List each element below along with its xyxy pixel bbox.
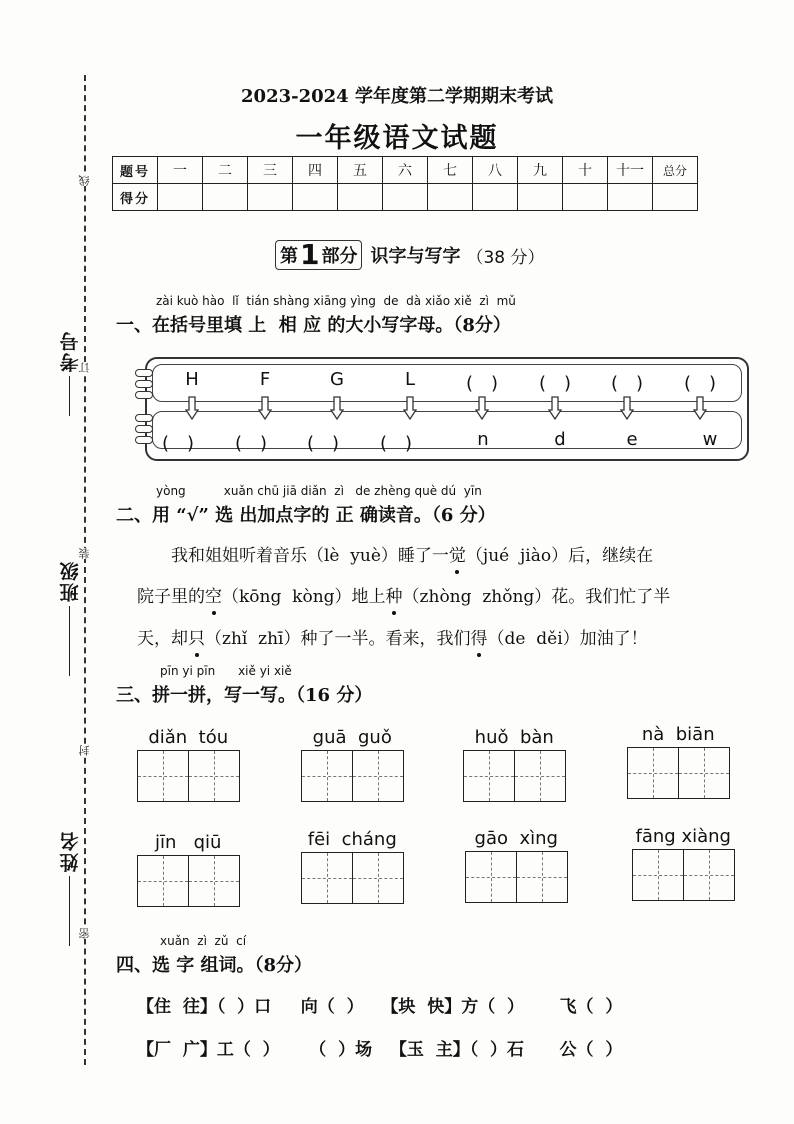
writing-grid <box>632 849 735 901</box>
cut-mark-ding: 订 <box>78 362 91 373</box>
spiral-ring <box>135 380 153 388</box>
writing-cell[interactable] <box>516 851 568 903</box>
exam-subtitle: 2023-2024 学年度第二学期期末考试 <box>241 86 553 107</box>
q4-row-1[interactable]: 【住 往】（ ）口 向（ ） 【块 快】方（ ） 飞（ ） <box>137 997 623 1017</box>
writing-grid <box>137 855 240 907</box>
cut-mark-xian: 线 <box>78 175 91 186</box>
score-input-cell[interactable] <box>428 184 473 211</box>
grid-pinyin: fēi cháng <box>307 829 397 850</box>
uppercase-blank[interactable]: ( ) <box>610 373 644 394</box>
writing-grid-group <box>137 727 240 802</box>
writing-cell[interactable] <box>188 750 240 802</box>
passage-text: 院子里的 <box>137 587 205 607</box>
score-header-cell: 四 <box>293 157 338 184</box>
writing-cell[interactable] <box>352 852 404 904</box>
q4-row-2[interactable]: 【厂 广】工（ ） （ ）场 【玉 主】（ ）石 公（ ） <box>137 1040 623 1060</box>
writing-cell[interactable] <box>137 750 189 802</box>
grid-pinyin: fāng xiàng <box>635 826 731 847</box>
passage-text: 我和姐姐听着音乐（lè yuè）睡了一 <box>137 546 449 566</box>
spiral-ring <box>135 369 153 377</box>
q4-pinyin: xuǎn zì zǔ cí <box>160 934 247 948</box>
spiral-ring <box>135 414 153 422</box>
spiral-ring <box>135 436 153 444</box>
q2-passage-line-3 <box>137 624 648 649</box>
writing-cell[interactable] <box>678 747 730 799</box>
q2-title: 二、用 “√” 选 出加点字的 正 确读音。（6 分） <box>116 505 496 526</box>
writing-grid <box>137 750 240 802</box>
score-input-cell[interactable] <box>203 184 248 211</box>
grid-pinyin: jīn qiū <box>155 832 222 853</box>
lowercase-blank[interactable]: ( ) <box>379 433 413 454</box>
score-header-cell: 七 <box>428 157 473 184</box>
q2-passage-line-2 <box>137 582 670 607</box>
writing-cell[interactable] <box>301 852 353 904</box>
lowercase-letter: e <box>626 429 638 450</box>
down-arrow-icon <box>693 396 707 420</box>
writing-grid-group <box>632 826 735 901</box>
lowercase-blank[interactable]: ( ) <box>234 433 268 454</box>
part-score: （38 分） <box>466 247 545 268</box>
writing-grid-group <box>137 832 240 907</box>
writing-grid <box>301 750 404 802</box>
cut-mark-zhuang: 装 <box>78 548 91 559</box>
down-arrow-icon <box>185 396 199 420</box>
lowercase-letter: d <box>554 429 566 450</box>
down-arrow-icon <box>548 396 562 420</box>
down-arrow-icon <box>258 396 272 420</box>
grid-pinyin: nà biān <box>641 724 715 745</box>
score-header-cell: 九 <box>518 157 563 184</box>
writing-grid-group <box>301 727 404 802</box>
dotted-character: 觉 <box>448 546 466 566</box>
q3-pinyin: pīn yi pīn xiě yi xiě <box>160 664 292 678</box>
dotted-character: 只 <box>188 629 205 649</box>
uppercase-blank[interactable]: ( ) <box>465 373 499 394</box>
cut-mark-feng: 封 <box>78 745 91 756</box>
uppercase-blank[interactable]: ( ) <box>683 373 717 394</box>
score-table-header-row <box>113 157 698 184</box>
lowercase-letter: n <box>477 429 489 450</box>
score-input-cell[interactable] <box>248 184 293 211</box>
part-name: 识字与写字 <box>370 246 461 267</box>
writing-cell[interactable] <box>463 750 515 802</box>
score-input-cell[interactable] <box>608 184 653 211</box>
writing-grid <box>465 851 568 903</box>
passage-text: （zhǐ zhī）种了一半。看来，我们 <box>205 629 471 649</box>
part-number: 1 <box>300 238 320 271</box>
score-input-cell[interactable] <box>158 184 203 211</box>
uppercase-letter: H <box>185 369 199 390</box>
score-header-cell: 二 <box>203 157 248 184</box>
class-field[interactable] <box>50 560 90 676</box>
passage-text: 天，却 <box>137 629 188 649</box>
writing-cell[interactable] <box>514 750 566 802</box>
down-arrow-icon <box>330 396 344 420</box>
lowercase-blank[interactable]: ( ) <box>306 433 340 454</box>
q3-title: 三、拼一拼，写一写。（16 分） <box>116 685 373 706</box>
part-heading <box>275 240 545 270</box>
class-blank[interactable] <box>70 606 71 676</box>
score-header-cell: 五 <box>338 157 383 184</box>
passage-text: （de děi）加油了！ <box>487 629 648 649</box>
q1-pinyin: zài kuò hào lǐ tián shàng xiāng yìng de dà xiǎo xiě zì mǔ <box>156 294 516 308</box>
q4-title: 四、选 字 组词。（8分） <box>116 955 313 976</box>
cut-mark-mi: 密 <box>78 928 91 939</box>
spiral-ring <box>135 425 153 433</box>
score-input-cell[interactable] <box>293 184 338 211</box>
score-header-cell: 一 <box>158 157 203 184</box>
uppercase-blank[interactable]: ( ) <box>538 373 572 394</box>
down-arrow-icon <box>475 396 489 420</box>
part-label-box <box>275 240 362 270</box>
score-input-cell[interactable] <box>518 184 563 211</box>
writing-grid <box>627 747 730 799</box>
writing-cell[interactable] <box>683 849 735 901</box>
score-header-cell: 三 <box>248 157 293 184</box>
score-row-label: 得分 <box>113 184 158 211</box>
score-header-cell: 总分 <box>653 157 698 184</box>
dotted-character: 种 <box>385 587 403 607</box>
exam-number-label: 考号 <box>59 330 82 372</box>
writing-grid-group <box>463 727 566 802</box>
exam-number-blank[interactable] <box>70 376 71 416</box>
passage-text: （jué jiào）后，继续在 <box>465 546 654 566</box>
q2-pinyin: yòng xuǎn chū jiā diǎn zì de zhèng què dú yīn <box>156 484 482 498</box>
uppercase-letter: G <box>330 369 344 390</box>
score-header-cell: 六 <box>383 157 428 184</box>
writing-grid-group <box>301 829 404 904</box>
grid-pinyin: huǒ bàn <box>474 727 554 748</box>
writing-cell[interactable] <box>465 851 517 903</box>
name-field[interactable] <box>50 830 90 946</box>
name-blank[interactable] <box>70 876 71 946</box>
lowercase-blank[interactable]: ( ) <box>161 433 195 454</box>
writing-cell[interactable] <box>301 750 353 802</box>
score-header-cell: 题号 <box>113 157 158 184</box>
score-header-cell: 十一 <box>608 157 653 184</box>
score-header-cell: 八 <box>473 157 518 184</box>
grid-pinyin: guā guǒ <box>312 727 392 748</box>
score-input-cell[interactable] <box>563 184 608 211</box>
grid-pinyin: gāo xìng <box>474 828 558 849</box>
down-arrow-icon <box>403 396 417 420</box>
writing-cell[interactable] <box>352 750 404 802</box>
writing-cell[interactable] <box>137 855 189 907</box>
alphabet-notebook <box>145 357 749 461</box>
score-table-score-row <box>113 184 698 211</box>
writing-grid-group <box>627 724 730 799</box>
writing-grid-group <box>465 828 568 903</box>
score-header-cell: 十 <box>563 157 608 184</box>
lowercase-letter: w <box>702 429 718 450</box>
writing-cell[interactable] <box>627 747 679 799</box>
uppercase-letter: L <box>404 369 416 390</box>
q2-passage-line-1 <box>137 541 653 566</box>
uppercase-letter: F <box>259 369 271 390</box>
class-label: 班级 <box>59 560 82 602</box>
grid-pinyin: diǎn tóu <box>148 727 229 748</box>
writing-cell[interactable] <box>188 855 240 907</box>
dotted-character: 空 <box>205 587 222 607</box>
score-input-cell[interactable] <box>473 184 518 211</box>
score-input-cell[interactable] <box>338 184 383 211</box>
score-input-cell[interactable] <box>383 184 428 211</box>
passage-text: （kōng kòng）地上 <box>222 587 386 607</box>
dotted-character: 得 <box>470 629 488 649</box>
part-suffix: 部分 <box>321 246 358 267</box>
q1-title: 一、在括号里填 上 相 应 的大小写字母。（8分） <box>116 315 511 336</box>
writing-grid <box>301 852 404 904</box>
writing-cell[interactable] <box>632 849 684 901</box>
exam-number-field[interactable] <box>50 330 90 416</box>
exam-title: 一年级语文试题 <box>295 123 499 154</box>
down-arrow-icon <box>620 396 634 420</box>
score-input-cell[interactable] <box>653 184 698 211</box>
name-label: 姓名 <box>59 830 82 872</box>
passage-text: （zhòng zhǒng）花。我们忙了半 <box>402 587 671 607</box>
writing-grid <box>463 750 566 802</box>
score-table <box>112 156 698 211</box>
spiral-ring <box>135 391 153 399</box>
part-prefix: 第 <box>280 246 298 267</box>
